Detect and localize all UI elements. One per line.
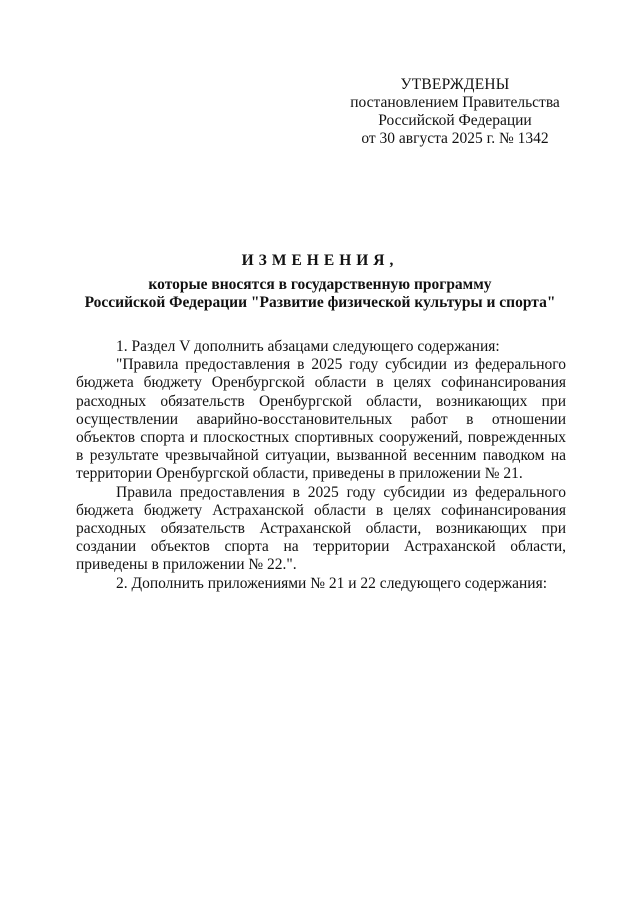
document-subtitle-line-1: которые вносятся в государственную программу <box>148 276 492 293</box>
document-heading: ИЗМЕНЕНИЯ, <box>241 252 399 269</box>
approval-block <box>330 76 580 148</box>
paragraph-4: 2. Дополнить приложениями № 21 и 22 следующего содержания: <box>116 574 548 592</box>
approval-line-1: постановлением Правительства <box>350 94 560 111</box>
paragraph-3: Правила предоставления в 2025 году субсидии из федерального бюджета бюджету Астраханской области в целях софинансирования расходных обязательств Астраханской области, возникающих при создании объектов спорта на территории Астраханской области, приведены в приложении № 22.". <box>76 483 566 574</box>
paragraph-1: 1. Раздел V дополнить абзацами следующего содержания: <box>116 338 500 355</box>
document-subtitle-line-2: Российской Федерации "Развитие физической культуры и спорта" <box>84 294 556 311</box>
document-body <box>76 338 566 593</box>
approval-line-2: Российской Федерации <box>378 112 532 129</box>
approval-line-3: от 30 августа 2025 г. № 1342 <box>361 130 549 147</box>
paragraph-2: "Правила предоставления в 2025 году субсидии из федерального бюджета бюджету Оренбургской области в целях софинансирования расходных обязательств Оренбургской области, возникающих при осуществлении аварийно-восстановительных работ в отношении объектов спорта и плоскостных спортивных сооружений, поврежденных в результате чрезвычайной ситуации, вызванной весенним паводком на территории Оренбургской области, приведены в приложении № 21. <box>76 356 566 483</box>
title-block <box>60 252 580 312</box>
approval-stamp: УТВЕРЖДЕНЫ <box>400 76 510 93</box>
